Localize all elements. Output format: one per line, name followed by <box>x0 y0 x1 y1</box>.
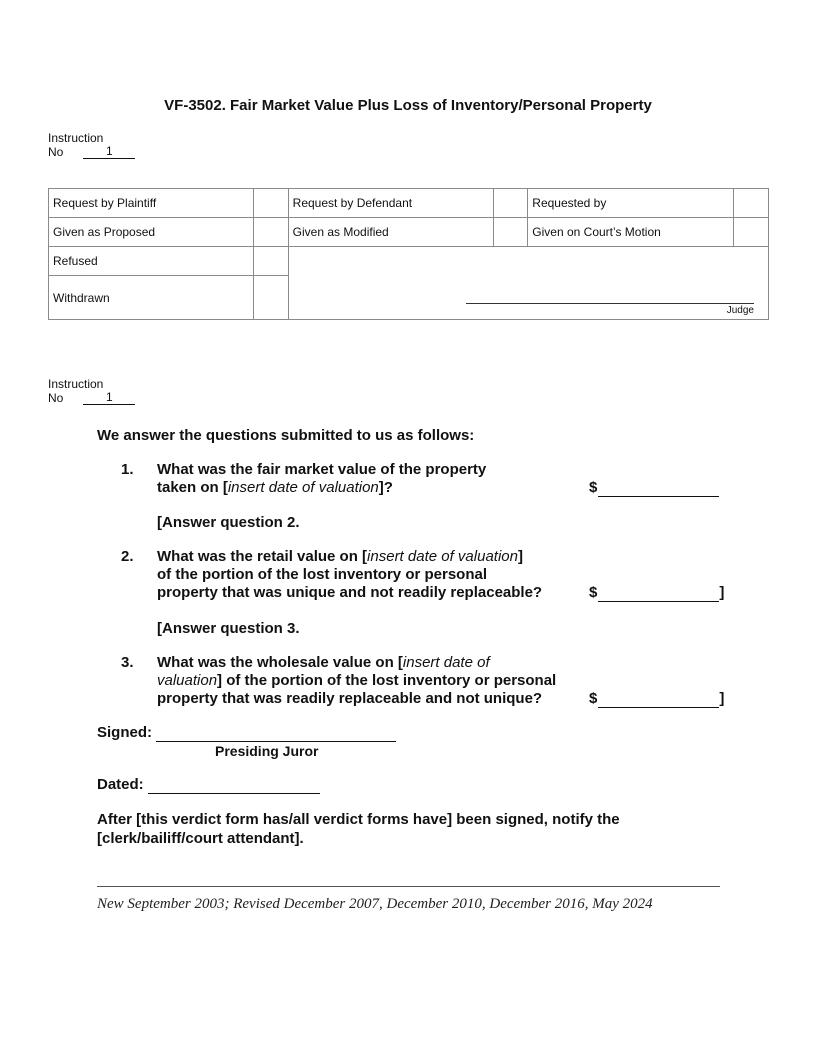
question-3-line1 <box>157 654 587 672</box>
question-3-answer <box>589 690 724 708</box>
question-2-line1 <box>157 548 587 566</box>
question-3-line2 <box>157 672 587 690</box>
question-2-answer-blank[interactable] <box>598 586 719 602</box>
instruction-label: Instruction <box>48 131 104 145</box>
presiding-juror-label: Presiding Juror <box>215 743 319 759</box>
q1-placeholder-italic: insert date of valuation <box>227 479 379 496</box>
given-as-proposed-checkbox[interactable] <box>253 218 288 247</box>
refused-checkbox[interactable] <box>253 247 288 276</box>
given-as-modified-checkbox[interactable] <box>493 218 528 247</box>
question-2-text <box>157 548 587 602</box>
date-blank[interactable] <box>148 778 320 794</box>
given-on-courts-motion-label: Given on Court’s Motion <box>528 218 734 247</box>
question-3-text <box>157 654 587 708</box>
q1-text-part: ]? <box>378 479 393 496</box>
given-as-proposed-label: Given as Proposed <box>49 218 254 247</box>
question-2-line2: of the portion of the lost inventory or personal <box>157 566 488 583</box>
page-title: VF-3502. Fair Market Value Plus Loss of Inventory/Personal Property <box>164 97 652 114</box>
judge-signature-area <box>288 247 768 320</box>
question-3-line3: property that was readily replaceable and not unique? <box>157 690 543 707</box>
instruction-number-bottom <box>48 377 135 405</box>
no-label: No <box>48 391 64 405</box>
request-by-plaintiff-checkbox[interactable] <box>253 189 288 218</box>
q2-text-part: ] <box>517 548 523 565</box>
request-disposition-table <box>48 188 769 320</box>
question-3-number: 3. <box>121 654 134 671</box>
question-1-follow-up: [Answer question 2. <box>157 514 300 531</box>
requested-by-label: Requested by <box>528 189 734 218</box>
given-on-courts-motion-checkbox[interactable] <box>734 218 769 247</box>
signed-label: Signed: <box>97 724 152 741</box>
instruction-no-value: 1 <box>83 391 135 405</box>
question-1-number: 1. <box>121 461 134 478</box>
question-2-answer <box>589 584 724 602</box>
signature-blank[interactable] <box>156 726 396 742</box>
request-by-plaintiff-label: Request by Plaintiff <box>49 189 254 218</box>
question-1-line2 <box>157 479 587 497</box>
q2-placeholder-italic: insert date of valuation <box>367 548 518 565</box>
question-3-answer-blank[interactable] <box>598 692 719 708</box>
closing-bracket: ] <box>719 690 725 707</box>
request-by-defendant-checkbox[interactable] <box>493 189 528 218</box>
dollar-sign: $ <box>589 479 598 496</box>
question-2-line3: property that was unique and not readily replaceable? <box>157 584 543 601</box>
withdrawn-checkbox[interactable] <box>253 276 288 320</box>
instruction-no-value: 1 <box>83 145 135 159</box>
request-by-defendant-label: Request by Defendant <box>288 189 493 218</box>
form-intro: We answer the questions submitted to us as follows: <box>97 427 475 444</box>
footer-divider <box>97 886 720 887</box>
dollar-sign: $ <box>589 690 598 707</box>
requested-by-checkbox[interactable] <box>734 189 769 218</box>
question-2-number: 2. <box>121 548 134 565</box>
judge-label: Judge <box>726 305 754 316</box>
q1-text-part: taken on [ <box>157 479 228 496</box>
question-1-line1: What was the fair market value of the property <box>157 461 487 478</box>
no-label: No <box>48 145 64 159</box>
refused-label: Refused <box>49 247 254 276</box>
given-as-modified-label: Given as Modified <box>288 218 493 247</box>
dollar-sign: $ <box>589 584 598 601</box>
q3-text-part: ] of the portion of the lost inventory or personal <box>217 672 557 689</box>
revision-history: New September 2003; Revised December 2007, December 2010, December 2016, May 2024 <box>97 896 653 912</box>
after-signing-instructions: After [this verdict form has/all verdict forms have] been signed, notify the [clerk/bailiff/court attendant]. <box>97 811 620 847</box>
question-1-text <box>157 461 587 497</box>
q3-text-part: What was the wholesale value on [ <box>157 654 403 671</box>
signed-row <box>97 724 396 742</box>
q3-placeholder-italic: insert date of <box>402 654 490 671</box>
dated-row <box>97 776 320 794</box>
instruction-label: Instruction <box>48 377 104 391</box>
q2-text-part: What was the retail value on [ <box>157 548 368 565</box>
instruction-number-top <box>48 131 135 159</box>
q3-placeholder-italic: valuation <box>157 672 218 689</box>
question-1-answer <box>589 479 719 497</box>
dated-label: Dated: <box>97 776 144 793</box>
judge-signature-line[interactable] <box>466 303 754 304</box>
withdrawn-label: Withdrawn <box>49 276 254 320</box>
question-1-answer-blank[interactable] <box>598 481 719 497</box>
question-2-follow-up: [Answer question 3. <box>157 620 300 637</box>
closing-bracket: ] <box>719 584 725 601</box>
